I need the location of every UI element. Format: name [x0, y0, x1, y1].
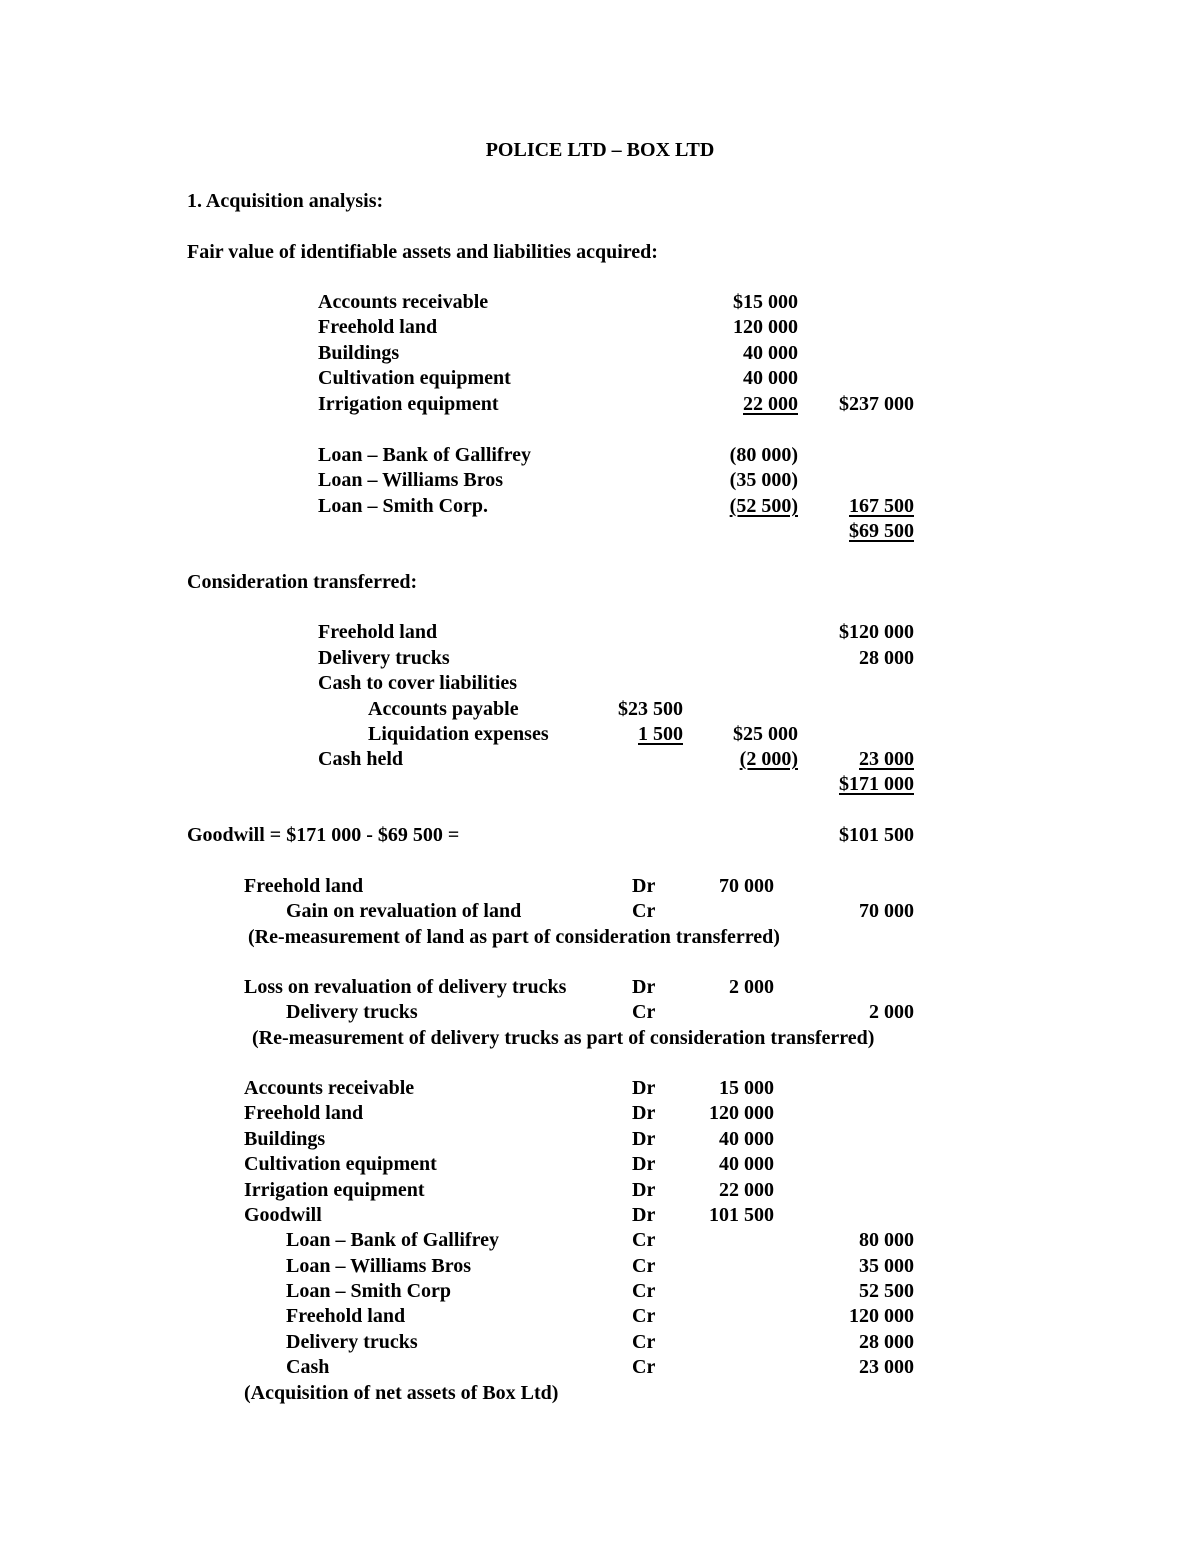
journal-account: Gain on revaluation of land: [286, 900, 522, 922]
asset-amount: 40 000: [743, 342, 798, 364]
journal-side: Cr: [632, 1001, 656, 1023]
journal-account: Loss on revaluation of delivery trucks: [244, 976, 567, 998]
journal-debit: 15 000: [719, 1077, 774, 1099]
goodwill-amount: $101 500: [839, 824, 914, 846]
journal-narration: (Re-measurement of delivery trucks as part of consideration transferred): [252, 1027, 875, 1049]
journal-side: Dr: [632, 1204, 656, 1226]
journal-side: Cr: [632, 1356, 656, 1378]
journal-account: Irrigation equipment: [244, 1179, 425, 1201]
journal-account: Freehold land: [286, 1305, 406, 1327]
asset-amount: 22 000: [743, 393, 798, 415]
journal-debit: 2 000: [729, 976, 774, 998]
journal-side: Dr: [632, 1153, 656, 1175]
asset-amount: 40 000: [743, 367, 798, 389]
journal-side: Cr: [632, 1305, 656, 1327]
asset-label: Irrigation equipment: [318, 393, 499, 415]
consideration-amount: $23 500: [618, 698, 683, 720]
consideration-total: $171 000: [839, 773, 914, 795]
consideration-label: Cash to cover liabilities: [318, 672, 518, 694]
net-assets-total: $69 500: [849, 520, 914, 542]
asset-label: Accounts receivable: [318, 291, 489, 313]
consideration-amount: 28 000: [859, 647, 914, 669]
journal-debit: 70 000: [719, 875, 774, 897]
liability-label: Loan – Williams Bros: [318, 469, 504, 491]
journal-debit: 22 000: [719, 1179, 774, 1201]
journal-account: Buildings: [244, 1128, 326, 1150]
journal-account: Freehold land: [244, 1102, 364, 1124]
consideration-heading: Consideration transferred:: [187, 571, 418, 593]
journal-credit: 80 000: [859, 1229, 914, 1251]
section-heading: 1. Acquisition analysis:: [187, 190, 384, 212]
liability-label: Loan – Bank of Gallifrey: [318, 444, 531, 466]
consideration-label: Cash held: [318, 748, 404, 770]
asset-label: Buildings: [318, 342, 400, 364]
asset-label: Freehold land: [318, 316, 438, 338]
consideration-label: Accounts payable: [368, 698, 519, 720]
journal-side: Dr: [632, 1179, 656, 1201]
journal-account: Delivery trucks: [286, 1331, 418, 1353]
net-after-liabilities: 167 500: [849, 495, 914, 517]
liability-label: Loan – Smith Corp.: [318, 495, 489, 517]
consideration-net-cash: 23 000: [859, 748, 914, 770]
consideration-subtotal: $25 000: [733, 723, 798, 745]
journal-account: Delivery trucks: [286, 1001, 418, 1023]
consideration-label: Delivery trucks: [318, 647, 450, 669]
consideration-label: Freehold land: [318, 621, 438, 643]
journal-credit: 35 000: [859, 1255, 914, 1277]
liability-amount: (80 000): [729, 444, 798, 466]
journal-debit: 101 500: [709, 1204, 774, 1226]
journal-side: Dr: [632, 1102, 656, 1124]
journal-credit: 52 500: [859, 1280, 914, 1302]
journal-account: Loan – Smith Corp: [286, 1280, 452, 1302]
journal-credit: 70 000: [859, 900, 914, 922]
journal-credit: 28 000: [859, 1331, 914, 1353]
journal-debit: 120 000: [709, 1102, 774, 1124]
journal-account: Freehold land: [244, 875, 364, 897]
journal-debit: 40 000: [719, 1153, 774, 1175]
liability-amount: (52 500): [729, 495, 798, 517]
journal-side: Cr: [632, 1331, 656, 1353]
journal-account: Cash: [286, 1356, 330, 1378]
goodwill-label: Goodwill = $171 000 - $69 500 =: [187, 824, 460, 846]
journal-narration: (Acquisition of net assets of Box Ltd): [244, 1382, 559, 1404]
journal-credit: 23 000: [859, 1356, 914, 1378]
journal-side: Dr: [632, 1077, 656, 1099]
journal-side: Cr: [632, 1229, 656, 1251]
journal-credit: 120 000: [849, 1305, 914, 1327]
journal-side: Cr: [632, 1280, 656, 1302]
assets-total: $237 000: [839, 393, 914, 415]
asset-amount: $15 000: [733, 291, 798, 313]
journal-side: Cr: [632, 900, 656, 922]
journal-account: Accounts receivable: [244, 1077, 415, 1099]
consideration-amount: 1 500: [638, 723, 683, 745]
consideration-label: Liquidation expenses: [368, 723, 549, 745]
journal-account: Goodwill: [244, 1204, 322, 1226]
journal-side: Dr: [632, 1128, 656, 1150]
page-title: POLICE LTD – BOX LTD: [485, 139, 715, 161]
journal-debit: 40 000: [719, 1128, 774, 1150]
journal-side: Cr: [632, 1255, 656, 1277]
journal-account: Cultivation equipment: [244, 1153, 437, 1175]
journal-side: Dr: [632, 976, 656, 998]
journal-account: Loan – Williams Bros: [286, 1255, 472, 1277]
journal-side: Dr: [632, 875, 656, 897]
asset-amount: 120 000: [733, 316, 798, 338]
consideration-amount: (2 000): [739, 748, 798, 770]
fair-value-heading: Fair value of identifiable assets and liabilities acquired:: [187, 241, 658, 263]
journal-narration: (Re-measurement of land as part of consideration transferred): [248, 926, 780, 948]
journal-account: Loan – Bank of Gallifrey: [286, 1229, 499, 1251]
asset-label: Cultivation equipment: [318, 367, 511, 389]
liability-amount: (35 000): [729, 469, 798, 491]
consideration-amount: $120 000: [839, 621, 914, 643]
journal-credit: 2 000: [869, 1001, 914, 1023]
